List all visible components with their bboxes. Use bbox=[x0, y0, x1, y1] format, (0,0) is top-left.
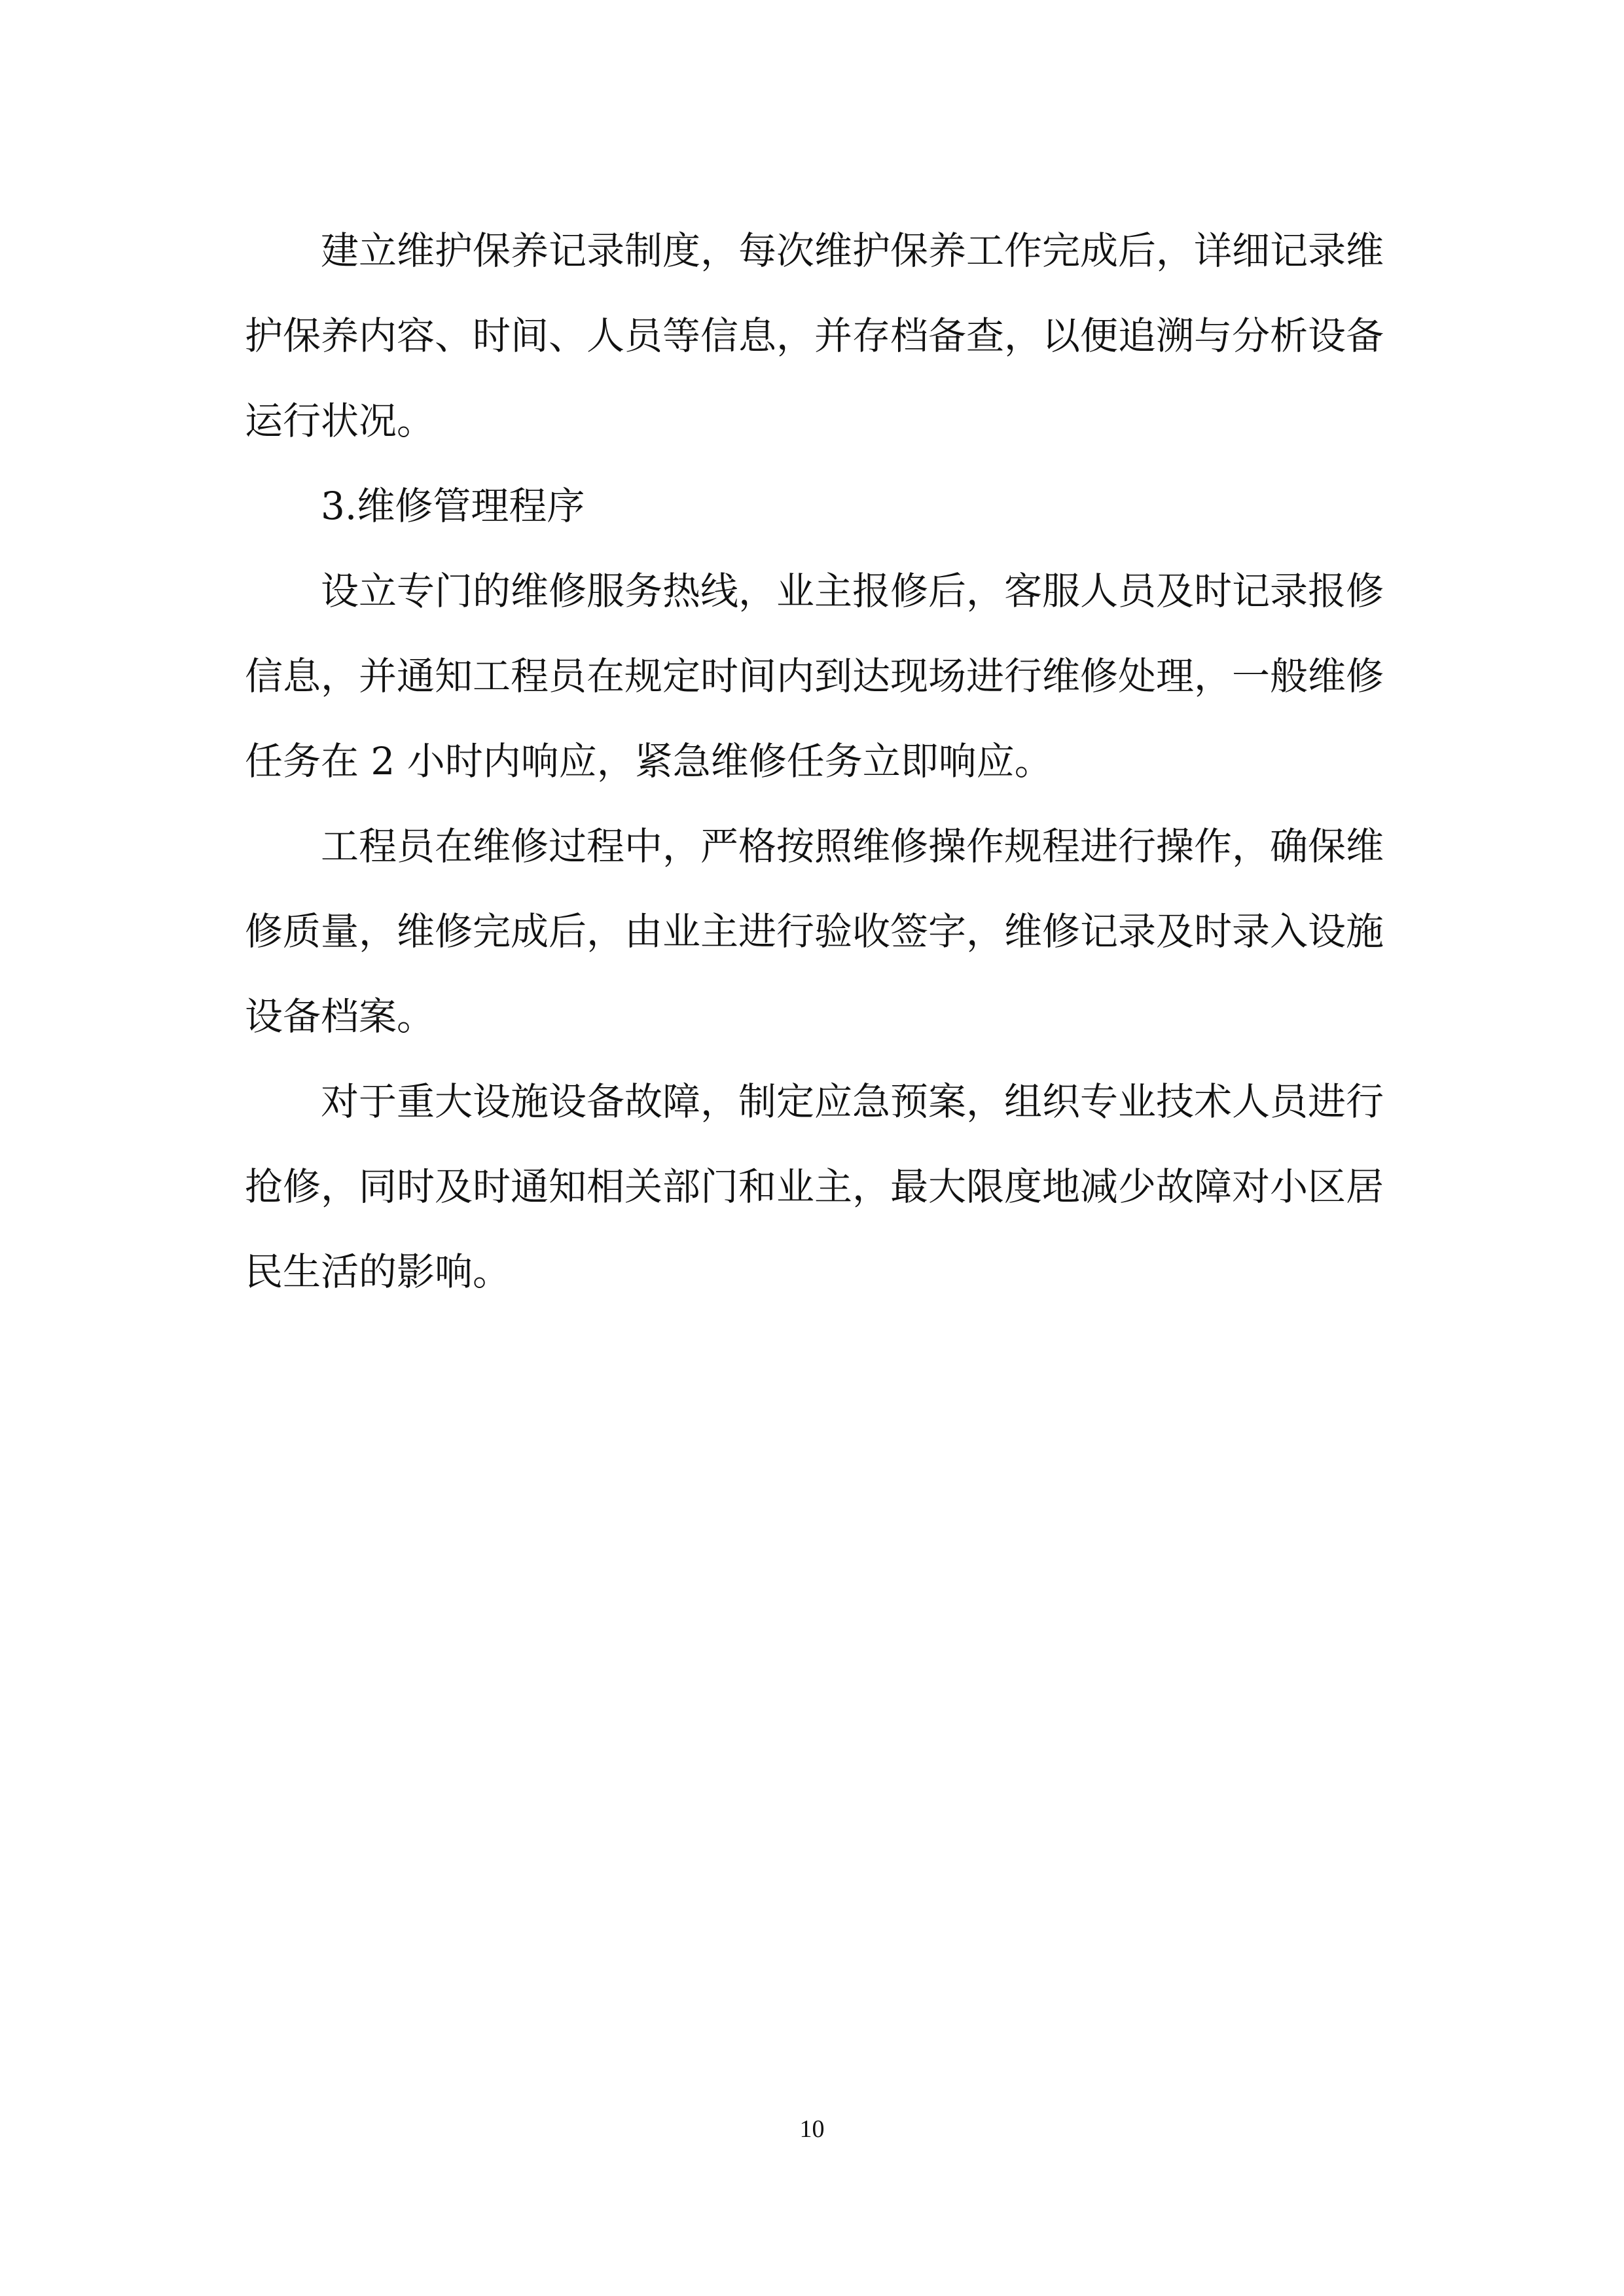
paragraph-line: 任务在 2 小时内响应，紧急维修任务立即响应。 bbox=[245, 739, 1053, 783]
page-content bbox=[245, 208, 1384, 1314]
paragraph-line: 工程员在维修过程中，严格按照维修操作规程进行操作，确保维 bbox=[321, 824, 1384, 869]
paragraph-line: 护保养内容、时间、人员等信息，并存档备查，以便追溯与分析设备 bbox=[245, 314, 1384, 358]
page-number: 10 bbox=[799, 2115, 825, 2143]
paragraph-line: 修质量，维修完成后，由业主进行验收签字，维修记录及时录入设施 bbox=[245, 909, 1384, 954]
paragraph-line: 运行状况。 bbox=[245, 399, 435, 443]
paragraph-line: 抢修，同时及时通知相关部门和业主，最大限度地减少故障对小区居 bbox=[245, 1164, 1384, 1209]
paragraph-maintenance-records bbox=[245, 208, 1384, 463]
paragraph-line: 设立专门的维修服务热线，业主报修后，客服人员及时记录报修 bbox=[321, 569, 1384, 613]
paragraph-line: 信息，并通知工程员在规定时间内到达现场进行维修处理，一般维修 bbox=[245, 654, 1384, 698]
paragraph-repair-process bbox=[245, 804, 1384, 1059]
paragraph-line: 对于重大设施设备故障，制定应急预案，组织专业技术人员进行 bbox=[321, 1079, 1384, 1124]
section-heading: 3.维修管理程序 bbox=[321, 484, 585, 528]
paragraph-emergency-plan bbox=[245, 1059, 1384, 1314]
paragraph-line: 民生活的影响。 bbox=[245, 1249, 511, 1294]
paragraph-line: 设备档案。 bbox=[245, 994, 435, 1039]
paragraph-repair-hotline bbox=[245, 548, 1384, 804]
paragraph-line: 建立维护保养记录制度，每次维护保养工作完成后，详细记录维 bbox=[321, 228, 1384, 273]
